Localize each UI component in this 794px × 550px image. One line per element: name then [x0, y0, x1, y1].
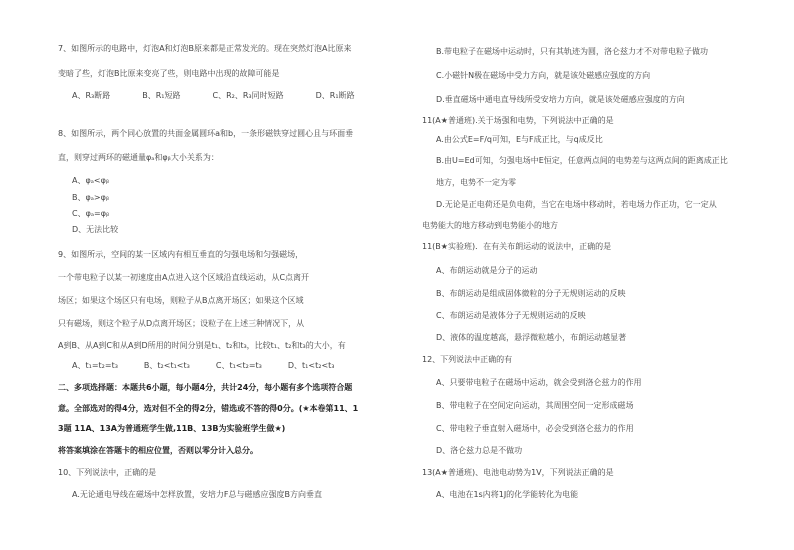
- q10-option-b: B.带电粒子在磁场中运动时，只有其轨迹为圆，洛仑兹力才不对带电粒子做功: [436, 47, 709, 56]
- q12-option-a: A、只要带电粒子在磁场中运动，就会受到洛仑兹力的作用: [436, 378, 642, 387]
- q11b-line1: 11(B★实验班)．在有关布朗运动的说法中，正确的是: [422, 242, 612, 251]
- q9-line1: 9、如图所示，空间的某一区域内有相互垂直的匀强电场和匀强磁场，: [58, 250, 304, 259]
- q8-option-d: D、无法比较: [72, 225, 119, 234]
- q12-option-c: C、带电粒子垂直射入磁场中，必会受到洛仑兹力的作用: [436, 424, 634, 433]
- q11b-option-a: A、布朗运动就是分子的运动: [436, 266, 538, 275]
- section2-line2: 意。全部选对的得4分，选对但不全的得2分，错选或不答的得0分。(★本卷第11、1: [58, 404, 359, 413]
- q10-option-d: D.垂直磁场中通电直导线所受安培力方向，就是该处磁感应强度的方向: [436, 95, 685, 104]
- section2-line1: 二、多项选择题：本题共6小题，每小题4分，共计24分，每小题有多个选项符合题: [58, 383, 353, 392]
- q8-option-a: A、φₐ<φᵦ: [72, 176, 110, 185]
- q13a-line1: 13(A★普通班)、电池电动势为1V，下列说法正确的是: [422, 468, 614, 477]
- q9-option-a: A、t₁=t₂=t₃: [72, 361, 118, 370]
- q9-option-b: B、t₂<t₁<t₃: [143, 361, 190, 370]
- q8-line2: 直，则穿过两环的磁通量φₐ和φᵦ大小关系为：: [58, 153, 219, 162]
- q10-option-a: A.无论通电导线在磁场中怎样放置，安培力F总与磁感应强度B方向垂直: [72, 490, 322, 499]
- q9-line5: A到B、从A到C和从A到D所用的时间分别是t₁、t₂和t₃，比较t₁、t₂和t₃的大小，有: [58, 341, 346, 350]
- q11b-option-d: D、液体的温度越高，悬浮微粒越小，布朗运动越显著: [436, 333, 627, 342]
- q7-option-b: B、R₁短路: [142, 91, 181, 100]
- q7-option-c: C、R₂、R₃同时短路: [212, 91, 284, 100]
- section2-line3: 3题 11A、13A为普通班学生做,11B、13B为实验班学生做★): [58, 424, 286, 433]
- q11a-option-d-line1: D.无论是正电荷还是负电荷，当它在电场中移动时，若电场力作正功，它一定从: [436, 200, 717, 209]
- q9-line3: 场区；如果这个场区只有电场，则粒子从B点离开场区；如果这个区域: [58, 296, 304, 305]
- q10-option-c: C.小磁针N极在磁场中受力方向，就是该处磁感应强度的方向: [436, 71, 651, 80]
- q8-option-c: C、φₐ=φᵦ: [72, 209, 110, 218]
- q11a-option-b-line2: 地方，电势不一定为零: [436, 178, 516, 187]
- q7-line1: 7、如图所示的电路中，灯泡A和灯泡B原来都是正常发光的。现在突然灯泡A比原来: [58, 44, 352, 53]
- q9-options: [72, 361, 335, 371]
- q7-options: [72, 91, 355, 101]
- q7-option-a: A、R₃断路: [72, 91, 111, 100]
- q12-option-b: B、带电粒子在空间定向运动，其周围空间一定形成磁场: [436, 401, 634, 410]
- q8-line1: 8、如图所示，两个同心放置的共面金属圆环a和b，一条形磁铁穿过圆心且与环面垂: [58, 129, 354, 138]
- q12-line1: 12、下列说法中正确的有: [422, 355, 513, 364]
- q7-line2: 变暗了些，灯泡B比原来变亮了些，则电路中出现的故障可能是: [58, 69, 280, 78]
- q7-option-d: D、R₁断路: [315, 91, 355, 100]
- q13a-option-a: A、电池在1s内将1J的化学能转化为电能: [436, 490, 579, 499]
- q11a-option-b-line1: B.由U=Ed可知，匀强电场中E恒定，任意两点间的电势差与这两点间的距离成正比: [436, 156, 728, 165]
- q11a-option-d-line2: 电势能大的地方移动到电势能小的地方: [422, 221, 558, 230]
- q10-line1: 10、下列说法中，正确的是: [58, 468, 157, 477]
- q9-line4: 只有磁场，则这个粒子从D点离开场区；设粒子在上述三种情况下，从: [58, 319, 305, 328]
- q11a-option-a: A.由公式E=F/q可知，E与F成正比，与q成反比: [436, 135, 603, 144]
- q9-line2: 一个带电粒子以某一初速度由A点进入这个区域沿直线运动，从C点离开: [58, 273, 310, 282]
- q11b-option-c: C、布朗运动是液体分子无规则运动的反映: [436, 311, 586, 320]
- q11b-option-b: B、布朗运动是组成固体微粒的分子无规则运动的反映: [436, 289, 626, 298]
- q11a-line1: 11(A★普通班).关于场强和电势，下列说法中正确的是: [422, 116, 614, 125]
- q9-option-d: D、t₁<t₂<t₃: [287, 361, 335, 370]
- section2-line4: 将答案填涂在答题卡的相应位置，否则以零分计入总分。: [58, 446, 258, 455]
- q12-option-d: D、洛仑兹力总是不做功: [436, 446, 523, 455]
- q8-option-b: B、φₐ>φᵦ: [72, 193, 110, 202]
- q9-option-c: C、t₁<t₂=t₃: [215, 361, 262, 370]
